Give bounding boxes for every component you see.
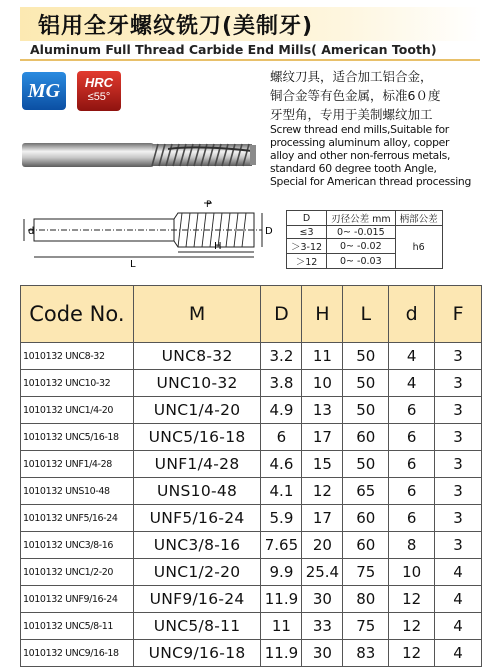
cell-thread: UNC9/16-18: [133, 640, 261, 667]
cell-thread: UNC5/16-18: [133, 424, 261, 451]
cell-thread: UNC10-32: [133, 370, 261, 397]
hardness-badge-value: ≤55°: [87, 91, 111, 103]
cell-flutes: 4: [435, 640, 482, 667]
cell-shank: 12: [389, 640, 435, 667]
cell-length: 50: [343, 451, 389, 478]
header-h: H: [302, 286, 343, 343]
description-en-line: alloy and other non-ferrous metals,: [270, 149, 451, 162]
table-row: [21, 586, 482, 613]
cell-length: 60: [343, 532, 389, 559]
cell-thread-length: 12: [302, 478, 343, 505]
table-row: [21, 505, 482, 532]
cell-code-no: 1010132 UNC1/2-20: [21, 559, 134, 586]
cell-thread-length: 11: [302, 343, 343, 370]
cell-thread-length: 17: [302, 505, 343, 532]
table-row: [21, 451, 482, 478]
cell-thread-length: 33: [302, 613, 343, 640]
cell-shank: 10: [389, 559, 435, 586]
cell-thread: UNF5/16-24: [133, 505, 261, 532]
table-row: [21, 397, 482, 424]
cell-length: 50: [343, 343, 389, 370]
cell-shank: 8: [389, 532, 435, 559]
cell-length: 60: [343, 505, 389, 532]
cell-flutes: 3: [435, 451, 482, 478]
description-en-line: Special for American thread processing: [270, 175, 472, 188]
material-badge: [22, 72, 66, 110]
material-badge-label: MG: [27, 79, 61, 102]
cell-flutes: 3: [435, 343, 482, 370]
tolerance-value: 0~ -0.015: [327, 226, 396, 239]
cell-diameter: 4.1: [261, 478, 302, 505]
cell-code-no: 1010132 UNF9/16-24: [21, 586, 134, 613]
cell-diameter: 4.9: [261, 397, 302, 424]
tool-photo: [18, 135, 264, 175]
cell-thread: UNC5/8-11: [133, 613, 261, 640]
page-title: 铝用全牙螺纹铣刀(美制牙): [38, 14, 314, 39]
cell-length: 83: [343, 640, 389, 667]
cell-code-no: 1010132 UNC8-32: [21, 343, 134, 370]
cell-diameter: 11.9: [261, 586, 302, 613]
cell-code-no: 1010132 UNC5/16-18: [21, 424, 134, 451]
tolerance-header-d: D: [287, 211, 327, 226]
cell-length: 75: [343, 559, 389, 586]
cell-shank: 6: [389, 424, 435, 451]
cell-thread-length: 15: [302, 451, 343, 478]
cell-code-no: 1010132 UNC1/4-20: [21, 397, 134, 424]
table-row: [21, 613, 482, 640]
spec-table: [20, 285, 482, 667]
cell-shank: 12: [389, 586, 435, 613]
description-cn-line: 螺纹刀具，适合加工铝合金，: [270, 69, 433, 84]
description-en-line: processing aluminum alloy, copper: [270, 136, 450, 149]
header-f: F: [435, 286, 482, 343]
cell-flutes: 3: [435, 370, 482, 397]
diagram-label-p: P: [206, 200, 212, 210]
cell-code-no: 1010132 UNC9/16-18: [21, 640, 134, 667]
tolerance-value: 0~ -0.03: [327, 254, 396, 269]
description-cn-line: 牙型角，专用于美制螺纹加工: [270, 107, 433, 122]
cell-code-no: 1010132 UNC10-32: [21, 370, 134, 397]
diagram-label-h: H: [214, 241, 222, 252]
cell-thread-length: 20: [302, 532, 343, 559]
cell-length: 65: [343, 478, 389, 505]
table-row: [21, 559, 482, 586]
cell-thread: UNC8-32: [133, 343, 261, 370]
table-row: [21, 370, 482, 397]
page-subtitle: Aluminum Full Thread Carbide End Mills( American Tooth): [30, 42, 437, 57]
cell-flutes: 3: [435, 478, 482, 505]
cell-code-no: 1010132 UNF5/16-24: [21, 505, 134, 532]
cell-code-no: 1010132 UNC3/8-16: [21, 532, 134, 559]
cell-diameter: 11.9: [261, 640, 302, 667]
cell-thread-length: 10: [302, 370, 343, 397]
description-en-line: Screw thread end mills,Suitable for: [270, 123, 449, 136]
cell-flutes: 3: [435, 397, 482, 424]
cell-thread: UNS10-48: [133, 478, 261, 505]
cell-shank: 6: [389, 505, 435, 532]
cell-thread: UNC1/4-20: [133, 397, 261, 424]
description-cn-line: 铜合金等有色金属，标准6０度: [270, 88, 441, 103]
cell-diameter: 9.9: [261, 559, 302, 586]
table-row: [21, 343, 482, 370]
description-cn: [270, 67, 492, 124]
cell-length: 75: [343, 613, 389, 640]
cell-shank: 4: [389, 370, 435, 397]
cell-diameter: 6: [261, 424, 302, 451]
cell-length: 80: [343, 586, 389, 613]
cell-code-no: 1010132 UNF1/4-28: [21, 451, 134, 478]
cell-code-no: 1010132 UNC5/8-11: [21, 613, 134, 640]
tolerance-header-shank: 柄部公差: [395, 211, 442, 226]
diagram-label-d: d: [28, 226, 35, 237]
cell-flutes: 4: [435, 586, 482, 613]
cell-code-no: 1010132 UNS10-48: [21, 478, 134, 505]
tolerance-range: ＞3-12: [287, 239, 327, 254]
spec-table-body: [21, 343, 482, 667]
tolerance-range: ＞12: [287, 254, 327, 269]
header-l: L: [343, 286, 389, 343]
cell-thread-length: 25.4: [302, 559, 343, 586]
title-divider: [20, 59, 480, 61]
header-d-big: D: [261, 286, 302, 343]
cell-length: 50: [343, 397, 389, 424]
cell-diameter: 3.8: [261, 370, 302, 397]
cell-diameter: 11: [261, 613, 302, 640]
tool-diagram: [18, 197, 276, 269]
header-code-no: Code No.: [21, 286, 134, 343]
cell-thread-length: 30: [302, 586, 343, 613]
cell-flutes: 3: [435, 532, 482, 559]
cell-thread: UNC3/8-16: [133, 532, 261, 559]
cell-flutes: 3: [435, 424, 482, 451]
cell-thread-length: 17: [302, 424, 343, 451]
cell-shank: 6: [389, 451, 435, 478]
table-row: [21, 424, 482, 451]
cell-shank: 4: [389, 343, 435, 370]
cell-diameter: 7.65: [261, 532, 302, 559]
cell-diameter: 3.2: [261, 343, 302, 370]
cell-shank: 12: [389, 613, 435, 640]
spec-table-header: [21, 286, 482, 343]
header-m: M: [133, 286, 261, 343]
cell-diameter: 5.9: [261, 505, 302, 532]
hardness-badge-label: HRC: [84, 75, 114, 90]
table-row: [21, 478, 482, 505]
cell-thread: UNF9/16-24: [133, 586, 261, 613]
tolerance-table: [286, 210, 443, 269]
tolerance-value: 0~ -0.02: [327, 239, 396, 254]
description-en: [270, 123, 495, 188]
cell-flutes: 4: [435, 613, 482, 640]
cell-thread-length: 13: [302, 397, 343, 424]
cell-flutes: 3: [435, 505, 482, 532]
tolerance-shank-value: h6: [395, 226, 442, 269]
cell-flutes: 4: [435, 559, 482, 586]
table-row: [21, 640, 482, 667]
cell-diameter: 4.6: [261, 451, 302, 478]
cell-length: 60: [343, 424, 389, 451]
cell-shank: 6: [389, 478, 435, 505]
cell-length: 50: [343, 370, 389, 397]
cell-shank: 6: [389, 397, 435, 424]
tolerance-range: ≤3: [287, 226, 327, 239]
tolerance-header-blade: 刃径公差 mm: [327, 211, 396, 226]
cell-thread: UNC1/2-20: [133, 559, 261, 586]
hardness-badge: [77, 71, 121, 111]
cell-thread: UNF1/4-28: [133, 451, 261, 478]
table-row: [21, 532, 482, 559]
cell-thread-length: 30: [302, 640, 343, 667]
description-en-line: standard 60 degree tooth Angle,: [270, 162, 437, 175]
header-d-small: d: [389, 286, 435, 343]
diagram-label-l: L: [130, 259, 136, 269]
diagram-label-big-d: D: [265, 226, 273, 237]
